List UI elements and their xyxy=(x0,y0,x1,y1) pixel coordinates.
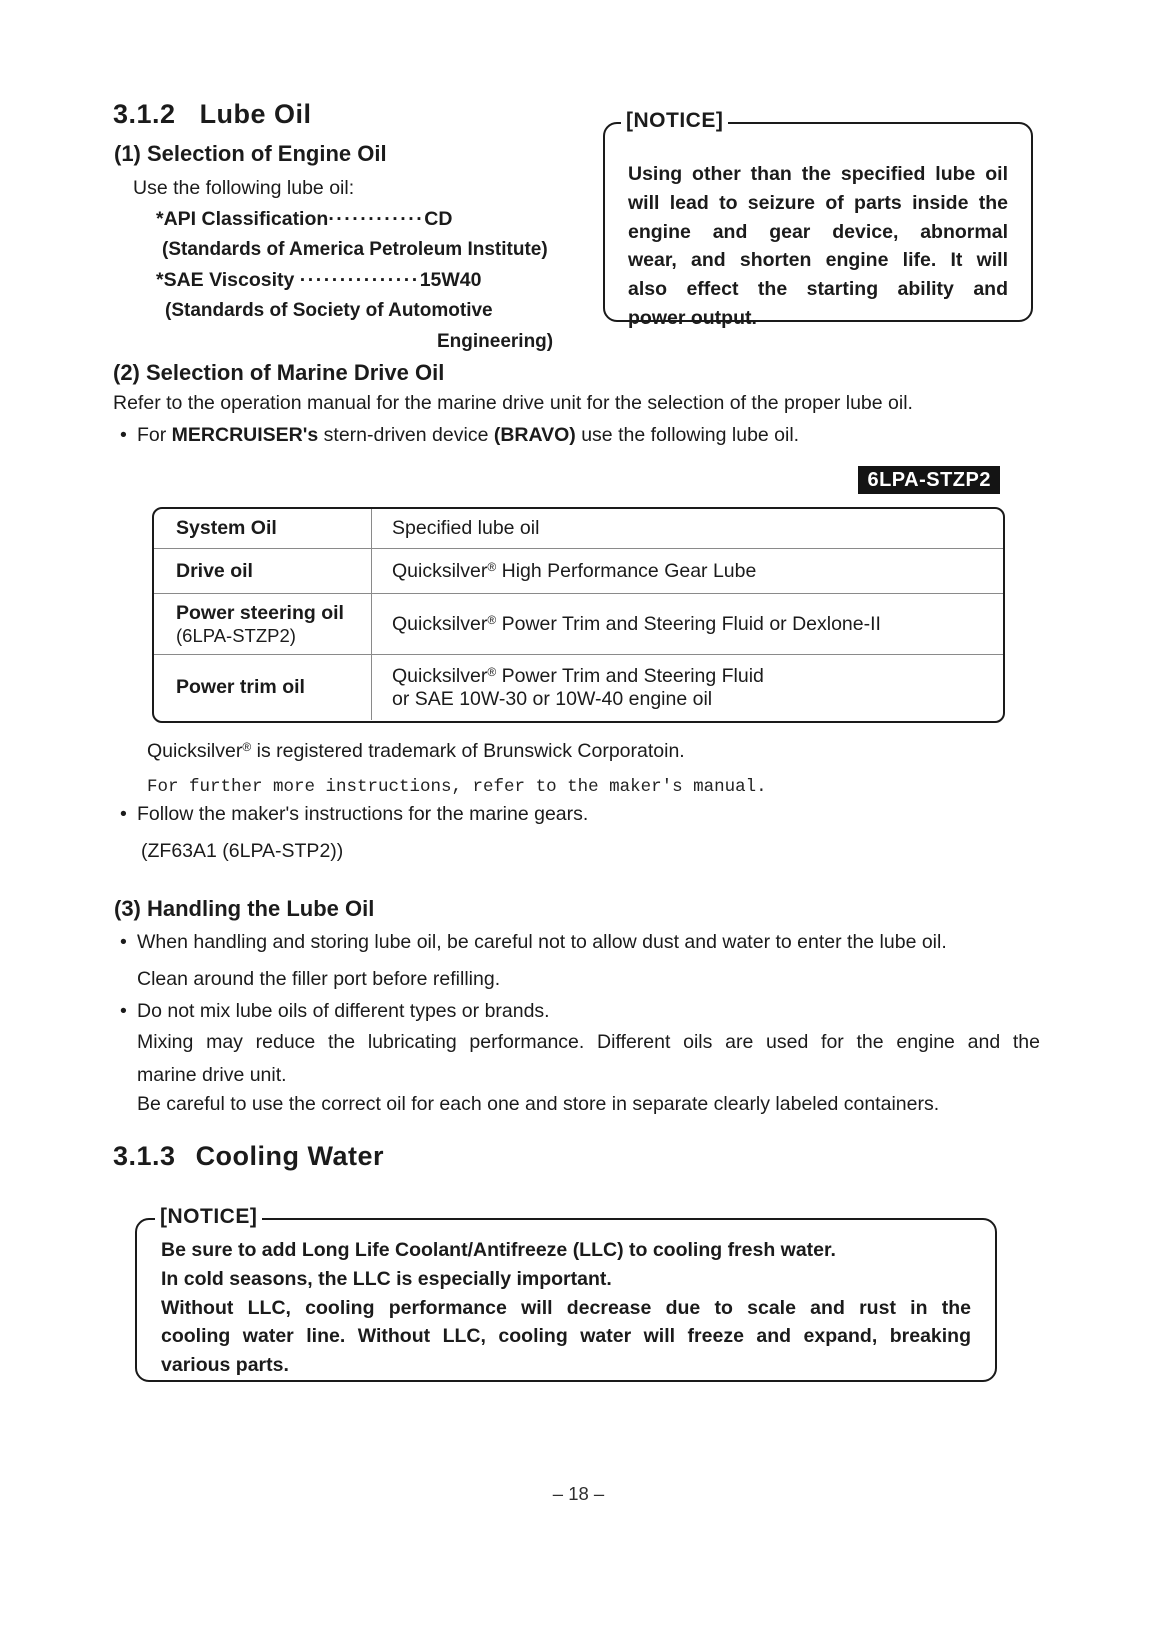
notice-line: Using other than the specified lube oil xyxy=(628,163,1008,185)
subsection-2-heading: (2) Selection of Marine Drive Oil xyxy=(113,360,445,385)
section-title: Cooling Water xyxy=(195,1141,385,1171)
marine-drive-intro: Refer to the operation manual for the marine drive unit for the selection of the proper lube oil. xyxy=(113,392,913,414)
sae-note-line2: Engineering) xyxy=(437,331,554,352)
model-badge: 6LPA-STZP2 xyxy=(858,466,1000,494)
row-sublabel: (6LPA-STZP2) xyxy=(176,624,296,646)
section-heading-312 xyxy=(113,99,312,130)
bullet-dot: • xyxy=(120,1000,127,1022)
table-row xyxy=(154,548,1003,593)
row-value: Quicksilver® Power Trim and Steering Fluid xyxy=(392,664,764,687)
model-note: (ZF63A1 (6LPA-STP2)) xyxy=(141,840,344,862)
sae-value: 15W40 xyxy=(419,269,482,291)
row-value: Quicksilver® High Performance Gear Lube xyxy=(392,559,757,582)
row-label: System Oil xyxy=(176,517,277,539)
row-value-line2: or SAE 10W-30 or 10W-40 engine oil xyxy=(392,687,713,710)
row-label: Power trim oil xyxy=(176,676,305,698)
section-number: 3.1.3 xyxy=(113,1141,176,1171)
section-heading-313 xyxy=(113,1141,384,1172)
table-row xyxy=(154,593,1003,654)
api-spec-line xyxy=(156,208,452,231)
table-row xyxy=(154,509,1003,548)
subsection-1-heading: (1) Selection of Engine Oil xyxy=(114,141,387,166)
notice-line: cooling water line. Without LLC, cooling water will freeze and expand, breaking xyxy=(161,1325,971,1348)
notice-line: wear, and shorten engine life. It will xyxy=(628,249,1008,272)
handling-bullet1-cont: Clean around the filler port before refilling. xyxy=(137,968,501,990)
api-label: *API Classification xyxy=(156,208,329,230)
bullet-text: Follow the maker's instructions for the marine gears. xyxy=(137,803,589,825)
handling-bullet2 xyxy=(120,1000,550,1023)
notice-line: will lead to seizure of parts inside the xyxy=(628,191,1008,214)
handling-bullet1 xyxy=(120,931,947,954)
bullet-dot: • xyxy=(120,803,127,825)
notice-line: Without LLC, cooling performance will decrease due to scale and rust in the xyxy=(161,1296,971,1319)
notice-line: also effect the starting ability and xyxy=(628,278,1008,301)
notice-label: [NOTICE] xyxy=(621,109,728,133)
sae-note-line1: (Standards of Society of Automotive xyxy=(165,300,493,321)
notice-box-cooling-water xyxy=(135,1205,997,1382)
api-note: (Standards of America Petroleum Institute) xyxy=(162,239,548,260)
maker-manual-note: For further more instructions, refer to the maker's manual. xyxy=(147,777,767,797)
section-number: 3.1.2 xyxy=(113,99,176,129)
row-value: Quicksilver® Power Trim and Steering Fluid or Dexlone-II xyxy=(392,612,881,635)
page-number: – 18 – xyxy=(552,1483,605,1504)
notice-line: engine and gear device, abnormal xyxy=(628,220,1008,243)
marine-drive-bullet xyxy=(120,424,799,447)
table-row xyxy=(154,654,1003,720)
bullet-text: Do not mix lube oils of different types or brands. xyxy=(137,1000,550,1022)
sae-label: *SAE Viscosity xyxy=(156,269,300,291)
notice-label: [NOTICE] xyxy=(155,1205,262,1229)
marine-gears-bullet xyxy=(120,803,588,826)
bullet-dot: • xyxy=(120,931,127,953)
notice-line: various parts. xyxy=(161,1354,289,1377)
notice-line: power output. xyxy=(628,306,757,329)
notice-line: In cold seasons, the LLC is especially important. xyxy=(161,1267,612,1290)
subsection-3-heading: (3) Handling the Lube Oil xyxy=(114,896,375,921)
sae-dot-leader: ··············· xyxy=(299,269,420,291)
sae-spec-line xyxy=(156,269,482,292)
row-label: Power steering oil xyxy=(176,601,344,624)
api-value: CD xyxy=(424,208,453,230)
bullet-text: When handling and storing lube oil, be careful not to allow dust and water to enter the lube oil. xyxy=(137,931,947,953)
handling-bullet2-cont2: marine drive unit. xyxy=(137,1064,287,1086)
section-title: Lube Oil xyxy=(199,99,312,129)
lube-oil-table xyxy=(152,507,1005,723)
notice-box-lube-oil xyxy=(603,109,1033,329)
bullet-text: For MERCRUISER's stern-driven device (BRAVO) use the following lube oil. xyxy=(137,424,800,446)
handling-bullet2-cont1: Mixing may reduce the lubricating performance. Different oils are used for the engine and the xyxy=(137,1031,1040,1053)
bullet-dot: • xyxy=(120,424,127,446)
trademark-note: Quicksilver® is registered trademark of Brunswick Corporatoin. xyxy=(147,740,685,762)
api-dot-leader: ············ xyxy=(328,208,425,230)
handling-bullet2-cont3: Be careful to use the correct oil for each one and store in separate clearly labeled containers. xyxy=(137,1093,940,1115)
notice-line: Be sure to add Long Life Coolant/Antifreeze (LLC) to cooling fresh water. xyxy=(161,1239,836,1261)
engine-oil-intro: Use the following lube oil: xyxy=(133,177,355,199)
row-label: Drive oil xyxy=(176,559,253,582)
row-value: Specified lube oil xyxy=(392,517,540,539)
